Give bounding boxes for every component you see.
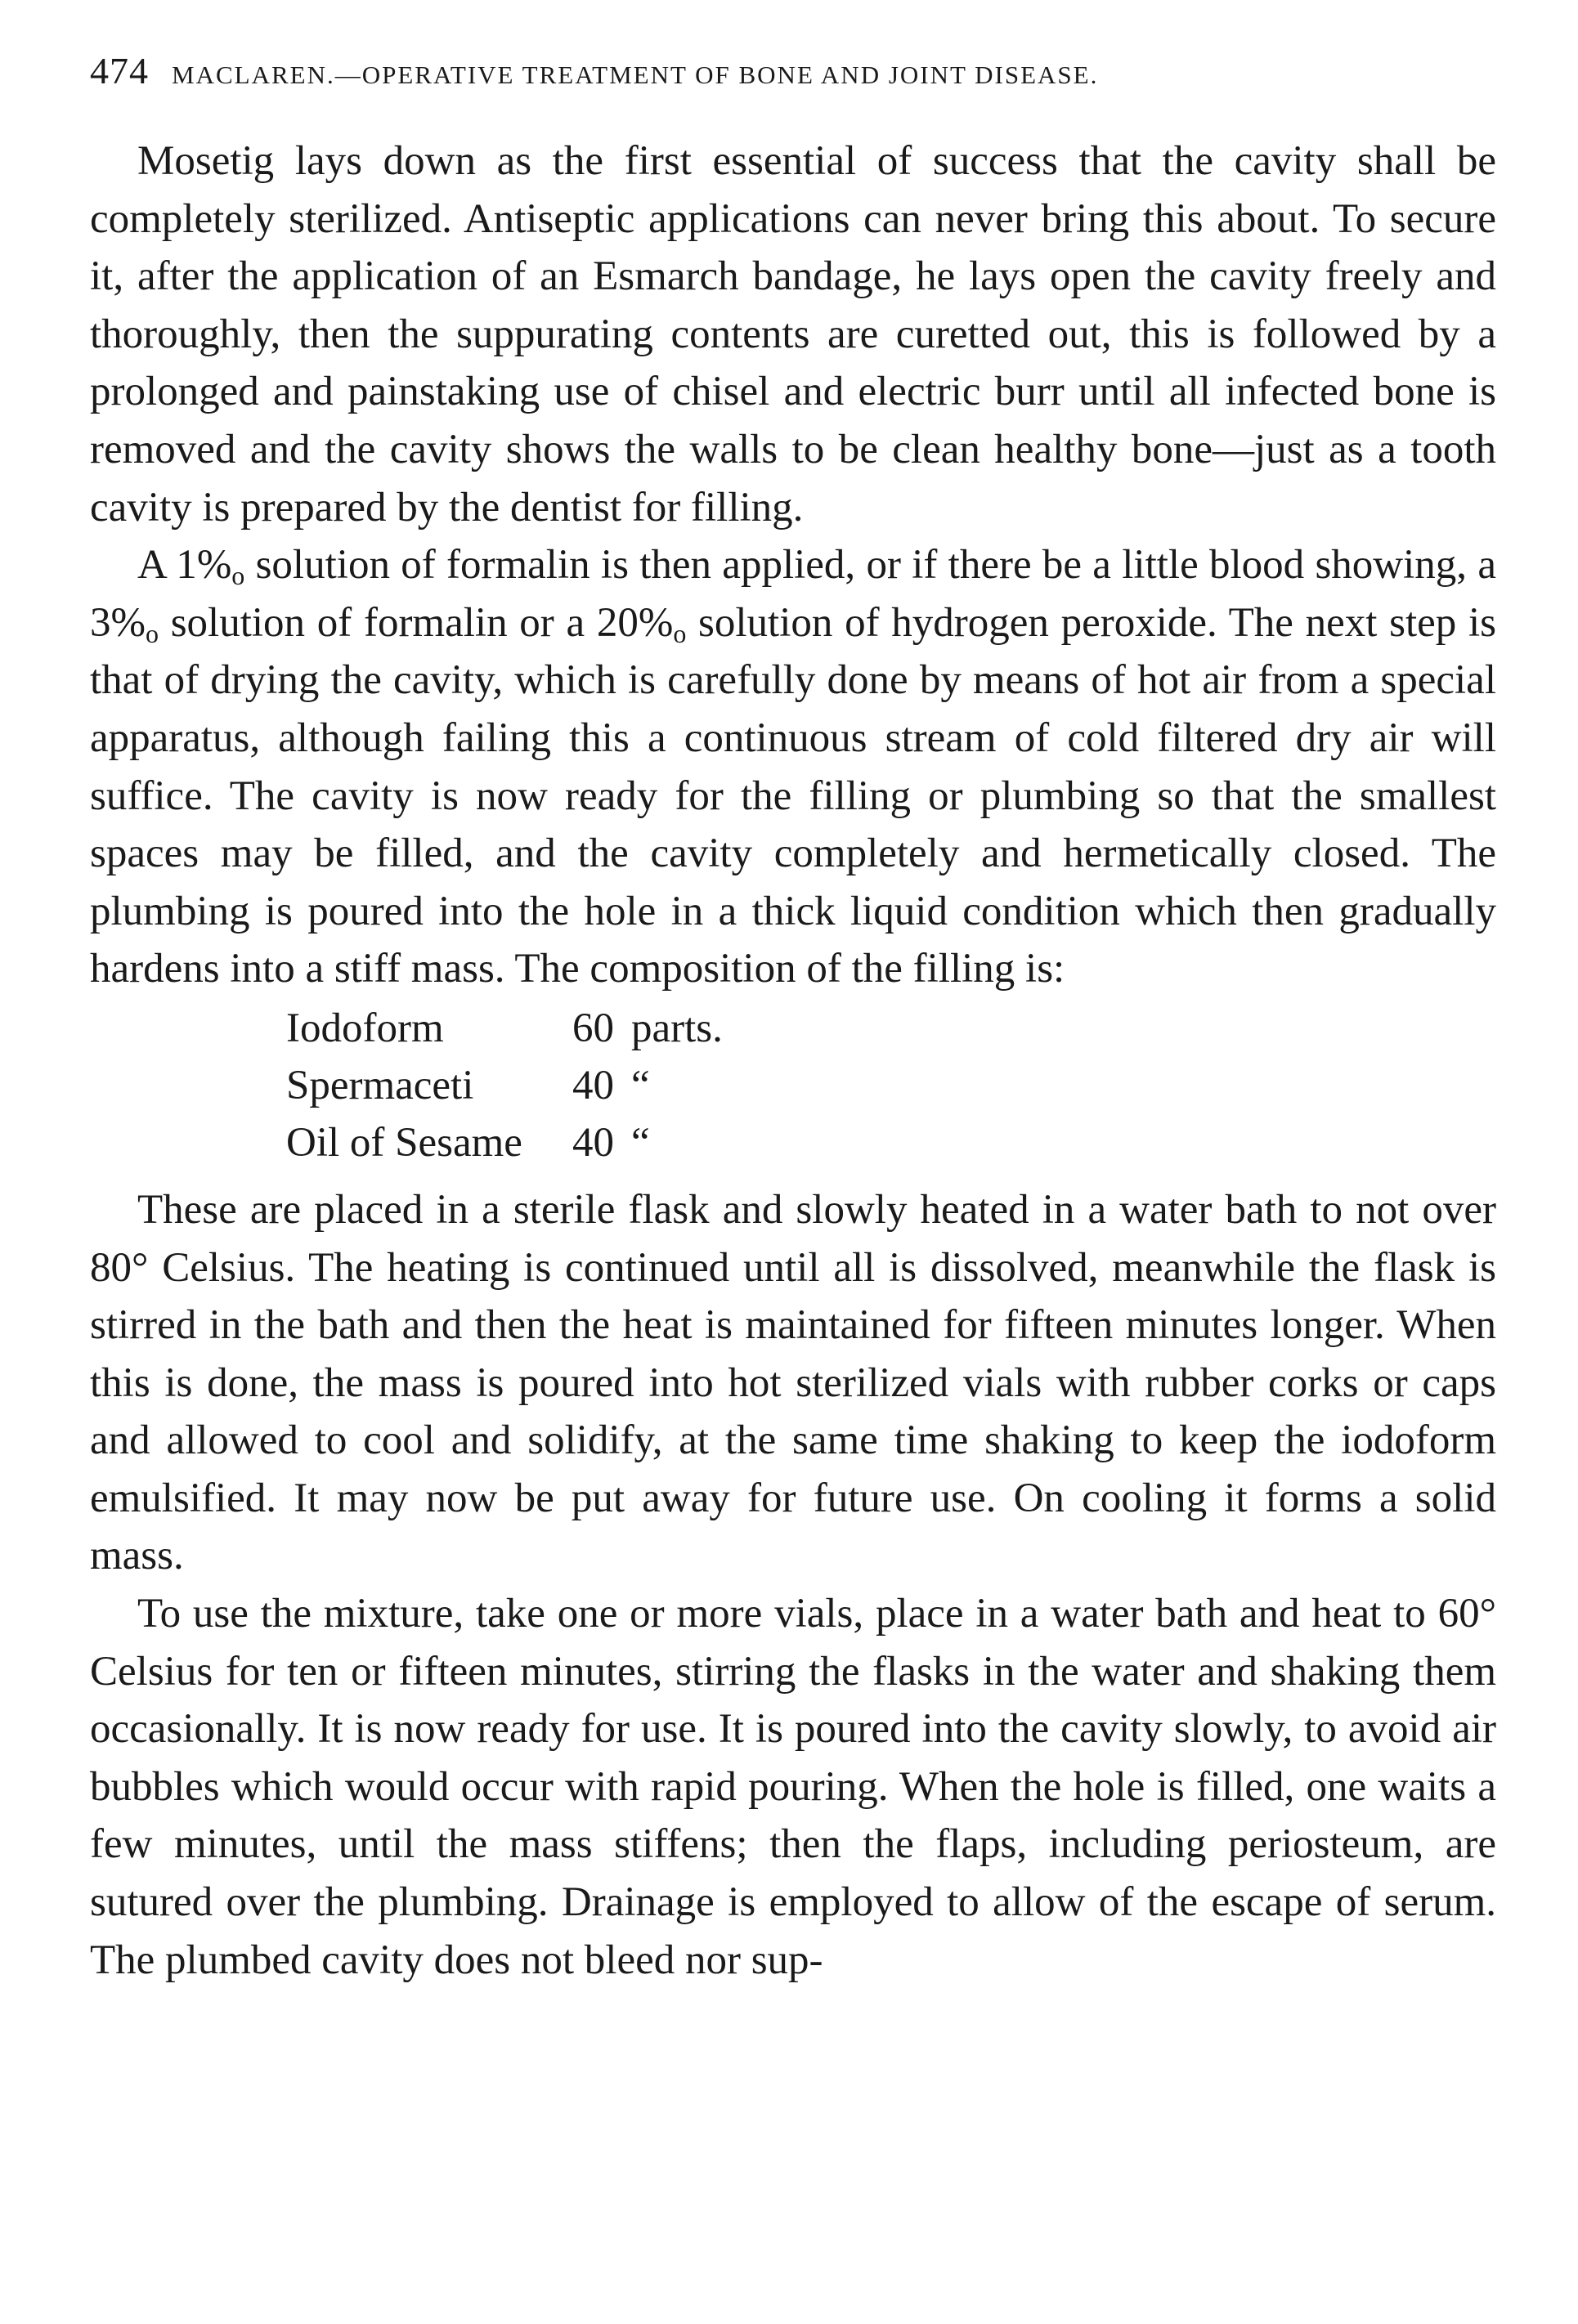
ingredient-name: Oil of Sesame [286, 1119, 522, 1166]
ingredient-unit: “ [631, 1119, 650, 1166]
ingredient-quantity: 60 [572, 1005, 614, 1051]
filling-recipe [286, 1000, 1496, 1171]
ingredient-unit: “ [631, 1062, 650, 1108]
ingredient-name: Spermaceti [286, 1062, 474, 1108]
running-head [90, 49, 1496, 114]
ingredient-quantity: 40 [572, 1119, 614, 1166]
running-head-title: MACLAREN.—OPERATIVE TREATMENT OF BONE AND JOINT DISEASE. [172, 60, 1099, 89]
percent-sign: $\%_o$ [638, 599, 687, 648]
paragraph-formalin [90, 536, 1496, 998]
paragraph-heating: These are placed in a sterile flask and slowly heated in a water bath to not over 80° Celsius. The heating is continued until all is dissolved, meanwhile the flask is stirred in the bath and then the heat is maintained for fifteen minutes longer. When this is done, the mass is poured into hot sterilized vials with rubber corks or caps and allowed to cool and solidify, at the same time shaking to keep the iodoform emulsified. It may now be put away for future use. On cooling it forms a solid mass. [90, 1186, 1496, 1579]
ingredient-quantity: 40 [572, 1062, 614, 1108]
text-run: solution of formalin is then applied, or if there be a little blood showing, a 3 [90, 542, 1496, 646]
percent-sign: $\%_o$ [110, 599, 159, 648]
ingredient-unit: parts. [631, 1005, 723, 1051]
text-run: solution of hydrogen peroxide. The next step is that of drying the cavity, which is carefully done by means of hot air from a special apparatus, although failing this a continuous stream of cold filtered dry air will suffice. The cavity is now ready for the filling or plumbing so that the smallest spaces may be filled, and the cavity completely and hermetically closed. The plumbing is poured into the hole in a thick liquid condition which then gradually hardens into a stiff mass. The composition of the filling is: [90, 599, 1496, 992]
recipe-row [286, 1000, 1496, 1057]
paragraph-usage: To use the mixture, take one or more vials, place in a water bath and heat to 60° Celsius for ten or fifteen minutes, stirring the flasks in the water and shaking them occasionally. It is now ready for use. It is poured into the cavity slowly, to avoid air bubbles which would occur with rapid pouring. When the hole is filled, one waits a few minutes, until the mass stiffens; then the flaps, including periosteum, are sutured over the plumbing. Drainage is employed to allow of the escape of serum. The plumbed cavity does not bleed nor sup- [90, 1591, 1496, 1983]
body-text [90, 132, 1496, 1989]
recipe-row [286, 1057, 1496, 1114]
percent-sign: $\%_o$ [196, 542, 245, 591]
ingredient-name: Iodoform [286, 1005, 444, 1051]
text-run: A 1 [137, 542, 197, 589]
recipe-row [286, 1114, 1496, 1171]
text-run: solution of formalin or a 20 [158, 599, 639, 646]
page-number: 474 [90, 50, 149, 92]
paragraph-mosetig: Mosetig lays down as the first essential of success that the cavity shall be completely sterilized. Antiseptic applications can never bring this about. To secure it, after the application of an Esmarch bandage, he lays open the cavity freely and thoroughly, then the suppurating contents are curetted out, this is followed by a prolonged and painstaking use of chisel and electric burr until all infected bone is removed and the cavity shows the walls to be clean healthy bone—just as a tooth cavity is prepared by the dentist for filling. [90, 138, 1496, 531]
